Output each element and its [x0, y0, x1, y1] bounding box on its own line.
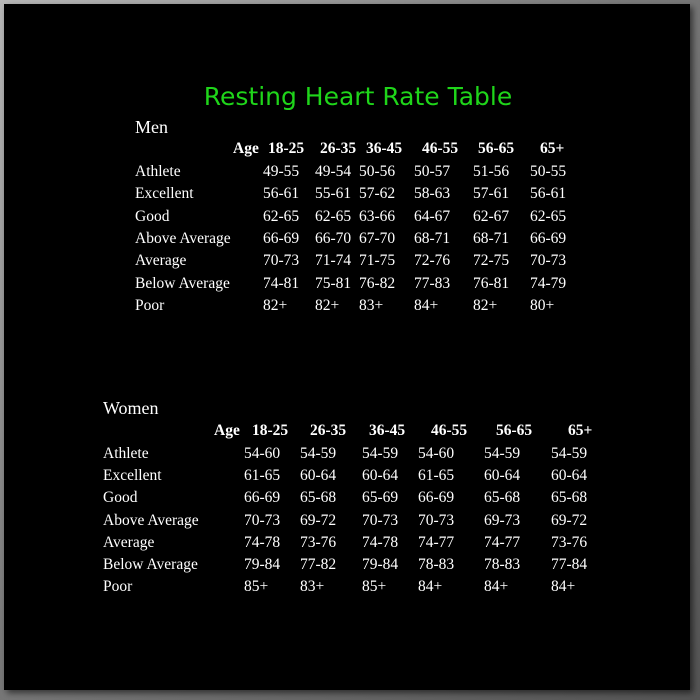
- men-table-cell: 75-81: [315, 275, 352, 292]
- men-table-cell: 74-79: [530, 275, 567, 292]
- men-table-cell: 76-81: [473, 275, 510, 292]
- women-table-cell: 54-60: [418, 445, 455, 462]
- men-row-category: Average: [135, 252, 187, 269]
- women-table-cell: 73-76: [551, 534, 588, 551]
- men-table-cell: 62-65: [315, 208, 352, 225]
- men-table-cell: 80+: [530, 297, 555, 314]
- men-age-group-header: 18-25: [268, 140, 305, 157]
- men-age-header: Age: [233, 140, 259, 157]
- women-table-cell: 54-60: [244, 445, 281, 462]
- women-row-category: Excellent: [103, 467, 162, 484]
- page-title: Resting Heart Rate Table: [203, 82, 513, 111]
- women-age-group-header: 56-65: [496, 422, 533, 439]
- men-table-cell: 72-75: [473, 252, 510, 269]
- chart-panel: [4, 4, 690, 690]
- women-age-group-header: 46-55: [431, 422, 468, 439]
- men-table-cell: 49-54: [315, 163, 352, 180]
- men-row-category: Excellent: [135, 185, 194, 202]
- women-table-cell: 54-59: [551, 445, 588, 462]
- women-table-cell: 74-78: [244, 534, 281, 551]
- women-age-group-header: 26-35: [310, 422, 347, 439]
- men-table-cell: 62-65: [263, 208, 300, 225]
- women-section-label: Women: [103, 398, 159, 418]
- men-table-cell: 57-62: [359, 185, 396, 202]
- women-age-header: Age: [214, 422, 240, 439]
- women-table-cell: 84+: [484, 578, 509, 595]
- men-table-cell: 82+: [315, 297, 340, 314]
- women-table-cell: 54-59: [362, 445, 399, 462]
- women-table-cell: 70-73: [362, 512, 399, 529]
- women-table-cell: 60-64: [300, 467, 337, 484]
- women-row-category: Average: [103, 534, 155, 551]
- women-table-cell: 65-69: [362, 489, 399, 506]
- women-table-cell: 74-77: [418, 534, 455, 551]
- men-table-cell: 62-67: [473, 208, 510, 225]
- women-table-cell: 74-77: [484, 534, 521, 551]
- men-section-label: Men: [135, 117, 168, 137]
- women-table-cell: 60-64: [484, 467, 521, 484]
- men-table-cell: 70-73: [263, 252, 300, 269]
- men-row-category: Above Average: [135, 230, 231, 247]
- men-table-cell: 66-70: [315, 230, 352, 247]
- women-table-cell: 65-68: [551, 489, 588, 506]
- women-table-cell: 84+: [418, 578, 443, 595]
- women-row-category: Above Average: [103, 512, 199, 529]
- men-table-cell: 82+: [263, 297, 288, 314]
- men-age-group-header: 36-45: [366, 140, 403, 157]
- women-table-cell: 70-73: [244, 512, 281, 529]
- women-table-cell: 69-72: [300, 512, 337, 529]
- women-table-cell: 73-76: [300, 534, 337, 551]
- women-table-cell: 83+: [300, 578, 325, 595]
- women-row-category: Poor: [103, 578, 133, 595]
- men-age-group-header: 46-55: [422, 140, 459, 157]
- men-table-cell: 83+: [359, 297, 384, 314]
- women-table-cell: 66-69: [244, 489, 281, 506]
- women-table-cell: 60-64: [551, 467, 588, 484]
- women-table-cell: 65-68: [484, 489, 521, 506]
- men-table-cell: 66-69: [263, 230, 300, 247]
- men-table-cell: 50-55: [530, 163, 567, 180]
- men-table-cell: 50-56: [359, 163, 396, 180]
- men-table-cell: 68-71: [414, 230, 451, 247]
- men-table-cell: 58-63: [414, 185, 451, 202]
- women-table-cell: 85+: [244, 578, 269, 595]
- men-table-cell: 66-69: [530, 230, 567, 247]
- women-table-cell: 70-73: [418, 512, 455, 529]
- women-table-cell: 65-68: [300, 489, 337, 506]
- women-table-cell: 77-82: [300, 556, 337, 573]
- women-age-group-header: 65+: [568, 422, 593, 439]
- men-table-cell: 64-67: [414, 208, 451, 225]
- women-row-category: Athlete: [103, 445, 149, 462]
- women-age-group-header: 36-45: [369, 422, 406, 439]
- women-table-cell: 84+: [551, 578, 576, 595]
- men-table-cell: 56-61: [263, 185, 300, 202]
- women-table-cell: 74-78: [362, 534, 399, 551]
- men-age-group-header: 56-65: [478, 140, 515, 157]
- women-table-cell: 69-72: [551, 512, 588, 529]
- men-table-cell: 50-57: [414, 163, 451, 180]
- men-row-category: Below Average: [135, 275, 230, 292]
- men-table-cell: 56-61: [530, 185, 567, 202]
- men-table-cell: 49-55: [263, 163, 300, 180]
- men-table-cell: 57-61: [473, 185, 510, 202]
- men-table-cell: 71-74: [315, 252, 352, 269]
- men-table-cell: 55-61: [315, 185, 352, 202]
- women-table-cell: 78-83: [418, 556, 455, 573]
- women-table-cell: 61-65: [418, 467, 455, 484]
- men-row-category: Athlete: [135, 163, 181, 180]
- men-table-cell: 68-71: [473, 230, 510, 247]
- women-table-cell: 79-84: [362, 556, 399, 573]
- men-table-cell: 71-75: [359, 252, 396, 269]
- women-table-cell: 54-59: [300, 445, 337, 462]
- men-table-cell: 77-83: [414, 275, 451, 292]
- women-table-cell: 77-84: [551, 556, 588, 573]
- women-table-cell: 85+: [362, 578, 387, 595]
- men-table-cell: 74-81: [263, 275, 300, 292]
- men-table-cell: 72-76: [414, 252, 451, 269]
- women-row-category: Good: [103, 489, 138, 506]
- men-age-group-header: 65+: [540, 140, 565, 157]
- women-table-cell: 54-59: [484, 445, 521, 462]
- men-table-cell: 67-70: [359, 230, 396, 247]
- men-table-cell: 84+: [414, 297, 439, 314]
- women-row-category: Below Average: [103, 556, 198, 573]
- women-table-cell: 79-84: [244, 556, 281, 573]
- women-table-cell: 78-83: [484, 556, 521, 573]
- men-row-category: Poor: [135, 297, 165, 314]
- men-table-cell: 51-56: [473, 163, 510, 180]
- women-table-cell: 69-73: [484, 512, 521, 529]
- women-age-group-header: 18-25: [252, 422, 289, 439]
- women-table-cell: 66-69: [418, 489, 455, 506]
- men-table-cell: 70-73: [530, 252, 567, 269]
- men-table-cell: 82+: [473, 297, 498, 314]
- men-table-cell: 62-65: [530, 208, 567, 225]
- men-table-cell: 63-66: [359, 208, 396, 225]
- women-table-cell: 60-64: [362, 467, 399, 484]
- men-table-cell: 76-82: [359, 275, 396, 292]
- women-table-cell: 61-65: [244, 467, 281, 484]
- men-age-group-header: 26-35: [320, 140, 357, 157]
- men-row-category: Good: [135, 208, 170, 225]
